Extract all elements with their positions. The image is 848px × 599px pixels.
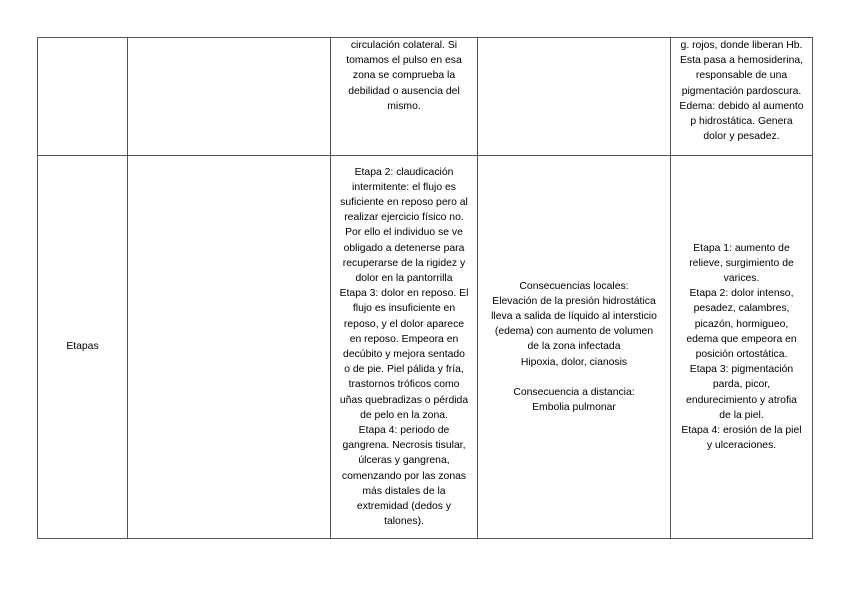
row-header-etapas: Etapas (38, 156, 128, 539)
table-cell (128, 38, 331, 156)
comparison-table (37, 37, 813, 539)
table-cell (478, 38, 671, 156)
table-cell (128, 156, 331, 539)
table-row (38, 38, 813, 156)
table-cell (331, 156, 478, 539)
arterial-stages-text: Etapa 2: claudicación intermitente: el flujo es suficiente en reposo pero al realizar ejercicio físico no. Por ello el individuo se ve obligado a detenerse para recuperarse de la rigidez y dolor en la pantorrilla Etapa 3: dolor en reposo. El flujo es insuficiente en reposo, y el dolor aparece en reposo. Empeora en decúbito y mejora sentado o de pie. Piel pálida y fría, trastornos tróficos como uñas quebradizas o pérdida de pelo en la zona. Etapa 4: periodo de gangrena. Necrosis tisular, úlceras y gangrena, comenzando por las zonas más distales de la extremidad (dedos y talones). (339, 166, 469, 528)
table-row (38, 156, 813, 539)
arterial-continuation-text: circulación colateral. Si tomamos el pulso en esa zona se comprueba la debilidad o ausencia del mismo. (346, 40, 462, 112)
table-cell (671, 38, 813, 156)
table-cell (671, 156, 813, 539)
table-cell (478, 156, 671, 539)
venous-stages-text: Etapa 1: aumento de relieve, surgimiento de varices. Etapa 2: dolor intenso, pesadez, calambres, picazón, hormigueo, edema que empeora en posición ortostática. Etapa 3: pigmentación parda, picor, endurecimiento y atrofia de la piel. Etapa 4: erosión de la piel y ulceraciones. (681, 242, 802, 452)
table-cell (331, 38, 478, 156)
venous-continuation-text: g. rojos, donde liberan Hb. Esta pasa a hemosiderina, responsable de una pigmentación pardoscura. Edema: debido al aumento p hidrostática. Genera dolor y pesadez. (679, 40, 804, 143)
consequences-text: Consecuencias locales: Elevación de la presión hidrostática lleva a salida de líquido al intersticio (edema) con aumento de volumen de la zona infectada Hipoxia, dolor, cianosis Consecuencia a distancia: Embolia pulmonar (491, 280, 657, 414)
table-cell (38, 38, 128, 156)
